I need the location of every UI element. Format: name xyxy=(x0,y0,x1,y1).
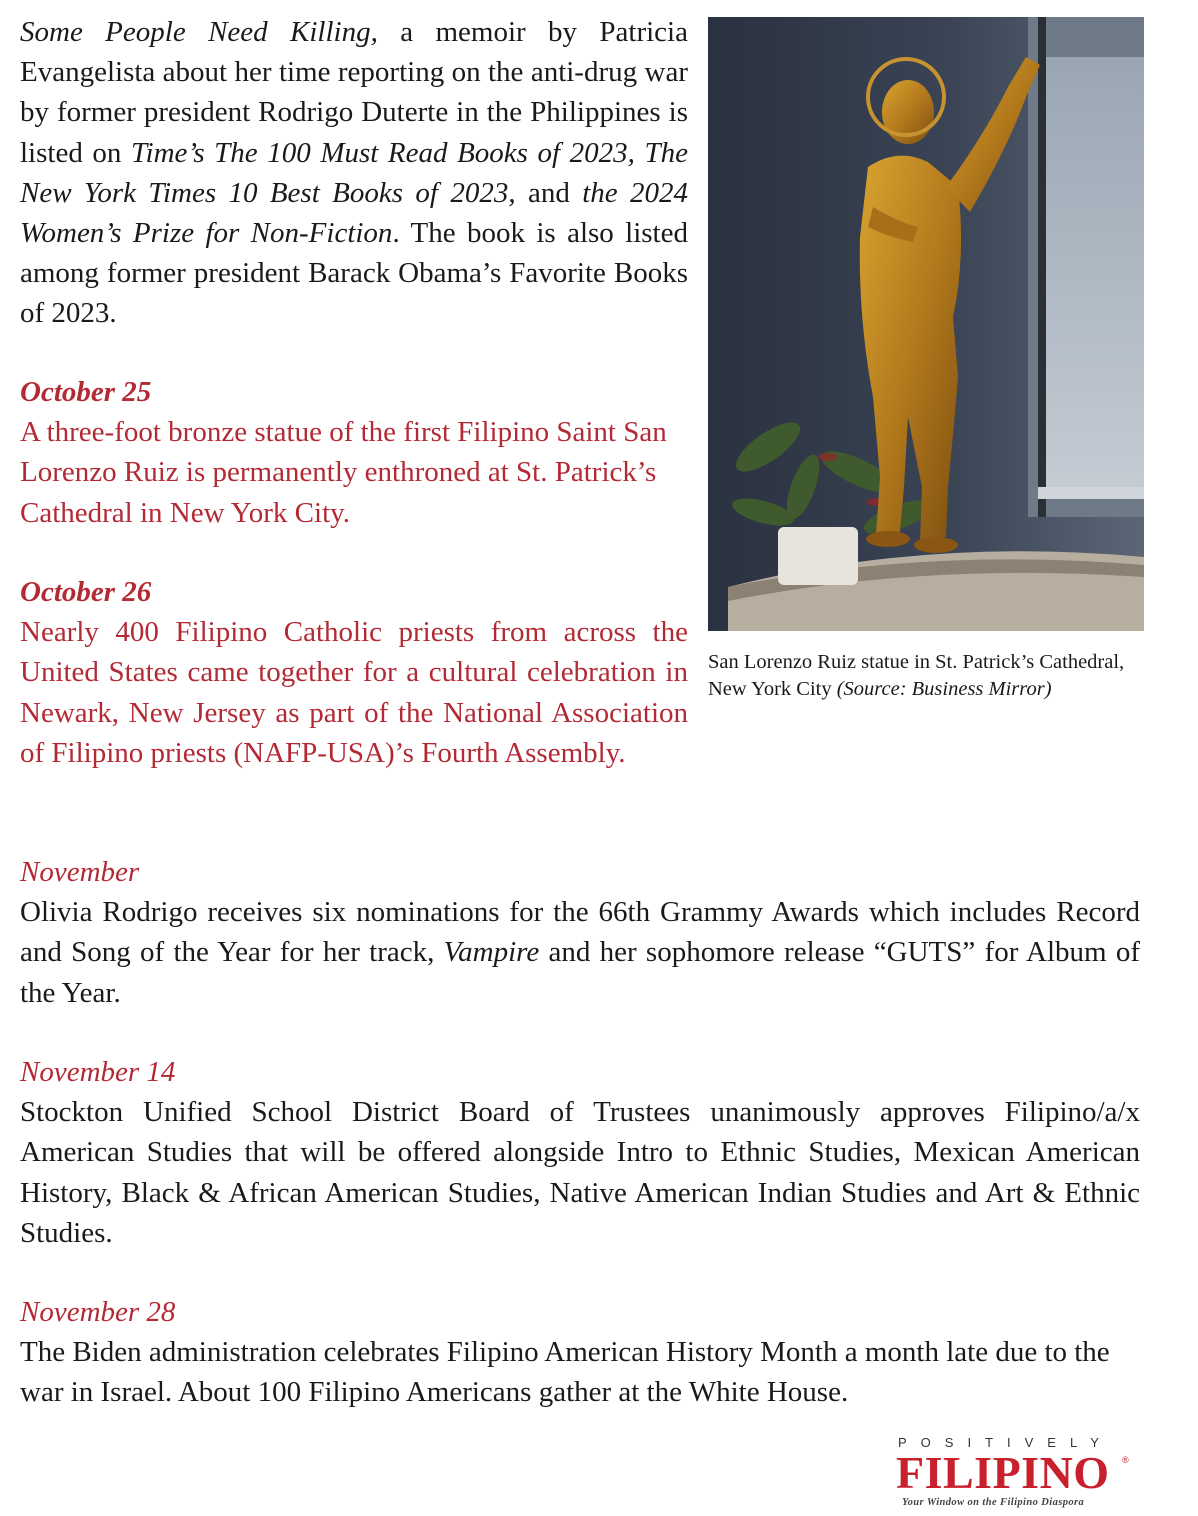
logo-top-text: POSITIVELY xyxy=(898,1435,1113,1450)
entry-text-a: Olivia Rodrigo receives six nominations for the 66th Grammy Awards which includes Record and Song of the Year for her track, xyxy=(20,896,1140,969)
intro-section xyxy=(20,12,688,334)
womens-prize: the 2024 Women’s Prize for Non-Fiction xyxy=(20,176,689,250)
entry-text xyxy=(20,892,1140,1013)
entry-text: Nearly 400 Filipino Catholic priests from across the United States came together for a cultural celebration in Newark, New Jersey as part of the National Association of Filipino priests (NAFP-USA)’s Fourth Assembly. xyxy=(20,616,688,769)
entry-date: October 26 xyxy=(20,576,152,608)
entry-october-26 xyxy=(20,572,688,773)
statue-photo xyxy=(708,17,1144,631)
entry-text: The Biden administration celebrates Filipino American History Month a month late due to the war in Israel. About 100 Filipino Americans gather at the White House. xyxy=(20,1336,1110,1409)
entry-track-title: Vampire xyxy=(443,936,540,969)
intro-paragraph xyxy=(20,12,688,334)
san-lorenzo-ruiz-statue-image xyxy=(708,17,1144,631)
entry-date: October 25 xyxy=(20,376,152,408)
registered-mark: ® xyxy=(1122,1455,1129,1465)
entry-november xyxy=(20,852,1140,1013)
entry-text: Stockton Unified School District Board of Trustees unanimously approves Filipino/a/x American Studies that will be offered alongside Intro to Ethnic Studies, Mexican American History, Black & African American Studies, Native American Indian Studies and Art & Ethnic Studies. xyxy=(20,1096,1140,1249)
entry-november-14 xyxy=(20,1052,1140,1253)
caption-text: San Lorenzo Ruiz statue in St. Patrick’s Cathedral, New York City xyxy=(708,651,1125,700)
entry-october-25 xyxy=(20,372,688,533)
entry-date: November xyxy=(20,856,140,888)
entry-date: November 14 xyxy=(20,1056,176,1088)
photo-caption xyxy=(708,649,1148,702)
logo-tagline: Your Window on the Filipino Diaspora xyxy=(902,1497,1085,1508)
intro-text-2: and xyxy=(515,176,583,209)
logo-main-text: FILIPINO xyxy=(896,1447,1110,1498)
book-title: Some People Need Killing, xyxy=(20,16,378,48)
intro-text-1: a memoir by Patricia Evangelista about her time reporting on the anti-drug war by former president Rodrigo Duterte in the Philippines is listed on xyxy=(20,16,688,169)
entry-date: November 28 xyxy=(20,1296,176,1328)
entry-november-28 xyxy=(20,1292,1140,1413)
entry-text: A three-foot bronze statue of the first Filipino Saint San Lorenzo Ruiz is permanently enthroned at St. Patrick’s Cathedral in New York City. xyxy=(20,416,667,529)
caption-source: (Source: Business Mirror) xyxy=(836,677,1052,700)
positively-filipino-logo xyxy=(896,1435,1136,1513)
entry-text-b: and her sophomore release “GUTS” for Album of the Year. xyxy=(20,936,1140,1009)
intro-text-3: . The book is also listed among former president Barack Obama’s Favorite Books of 2023. xyxy=(20,217,688,330)
book-lists: Time’s The 100 Must Read Books of 2023, The New York Times 10 Best Books of 2023, xyxy=(20,136,688,209)
